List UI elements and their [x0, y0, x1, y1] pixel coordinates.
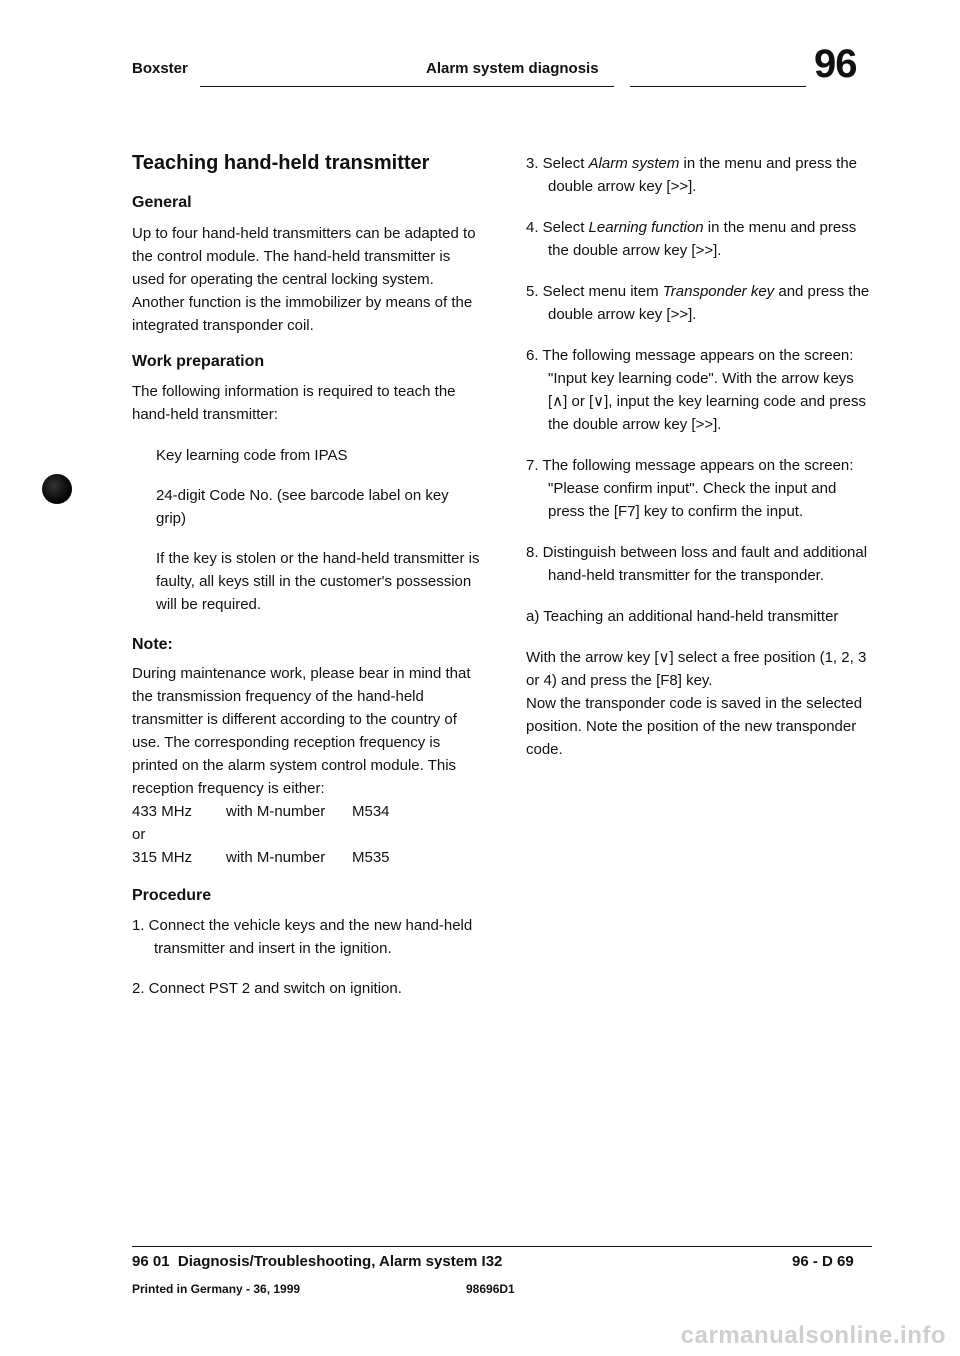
punch-hole: [42, 474, 72, 504]
footer-rule: [132, 1246, 872, 1247]
requirement-3: If the key is stolen or the hand-held transmitter is faulty, all keys still in the customer's possession will be required.: [156, 550, 480, 613]
footer-reference: 96 01 Diagnosis/Troubleshooting, Alarm system I32: [132, 1253, 503, 1270]
footer-doc-code: 98696D1: [466, 1282, 515, 1296]
header-section-title: Alarm system diagnosis: [426, 60, 599, 77]
right-column: [526, 152, 872, 761]
procedure-step-5: 5. Select menu item Transponder key and press the double arrow key [>>].: [526, 283, 870, 323]
header-model: Boxster: [132, 60, 188, 77]
page-title: Teaching hand-held transmitter: [132, 152, 430, 174]
frequency-row-315: [132, 846, 480, 869]
work-preparation-text: The following information is required to teach the hand-held transmitter:: [132, 383, 456, 423]
footer-page-number: 96 - D 69: [792, 1253, 854, 1270]
procedure-step-2: 2. Connect PST 2 and switch on ignition.: [132, 980, 402, 997]
left-column: [132, 150, 480, 1000]
header-rule-right: [630, 86, 806, 87]
frequency-with: with M-number: [226, 849, 326, 866]
general-heading: General: [132, 194, 192, 211]
or-text: or: [132, 826, 146, 843]
header-rule-middle: [396, 86, 614, 87]
frequency-code: M535: [352, 849, 390, 866]
procedure-step-8: 8. Distinguish between loss and fault and additional hand-held transmitter for the transponder.: [526, 544, 868, 584]
frequency-code: M534: [352, 803, 390, 820]
requirement-1: Key learning code from IPAS: [156, 447, 348, 464]
work-preparation-heading: Work preparation: [132, 353, 265, 370]
header-rule-left: [200, 86, 396, 87]
footer-printed: Printed in Germany - 36, 1999: [132, 1282, 301, 1296]
procedure-step-6: 6. The following message appears on the screen: "Input key learning code". With the arrow keys [∧] or [∨], input the key learning code and press the double arrow key [>>].: [526, 347, 866, 433]
watermark-text: carmanualsonline.info: [680, 1322, 946, 1349]
sub-step-a: a) Teaching an additional hand-held transmitter: [526, 608, 839, 625]
requirement-2: 24-digit Code No. (see barcode label on key grip): [156, 487, 449, 527]
general-text: Up to four hand-held transmitters can be adapted to the control module. The hand-held transmitter is used for operating the central locking system. Another function is the immobilizer by means of the integrated transponder coil.: [132, 225, 476, 334]
frequency-mhz: 433 MHz: [132, 803, 193, 820]
sub-step-a-text-2: Now the transponder code is saved in the selected position. Note the position of the new transponder code.: [526, 695, 863, 758]
procedure-step-4: 4. Select Learning function in the menu and press the double arrow key [>>].: [526, 219, 857, 259]
procedure-step-1: 1. Connect the vehicle keys and the new hand-held transmitter and insert in the ignition.: [132, 917, 473, 957]
header-group-number: 96: [814, 42, 857, 86]
note-heading: Note:: [132, 636, 173, 653]
procedure-step-7: 7. The following message appears on the screen: "Please confirm input". Check the input and press the [F7] key to confirm the input.: [526, 457, 854, 520]
frequency-mhz: 315 MHz: [132, 849, 193, 866]
procedure-heading: Procedure: [132, 887, 212, 904]
procedure-step-3: 3. Select Alarm system in the menu and press the double arrow key [>>].: [526, 155, 858, 195]
note-text: During maintenance work, please bear in mind that the transmission frequency of the hand-held transmitter is different according to the country of use. The corresponding reception frequency is printed on the alarm system control module. This reception frequency is either:: [132, 665, 471, 797]
sub-step-a-text-1: With the arrow key [∨] select a free position (1, 2, 3 or 4) and press the [F8] key.: [526, 649, 867, 689]
frequency-row-433: [132, 800, 480, 823]
frequency-with: with M-number: [226, 803, 326, 820]
